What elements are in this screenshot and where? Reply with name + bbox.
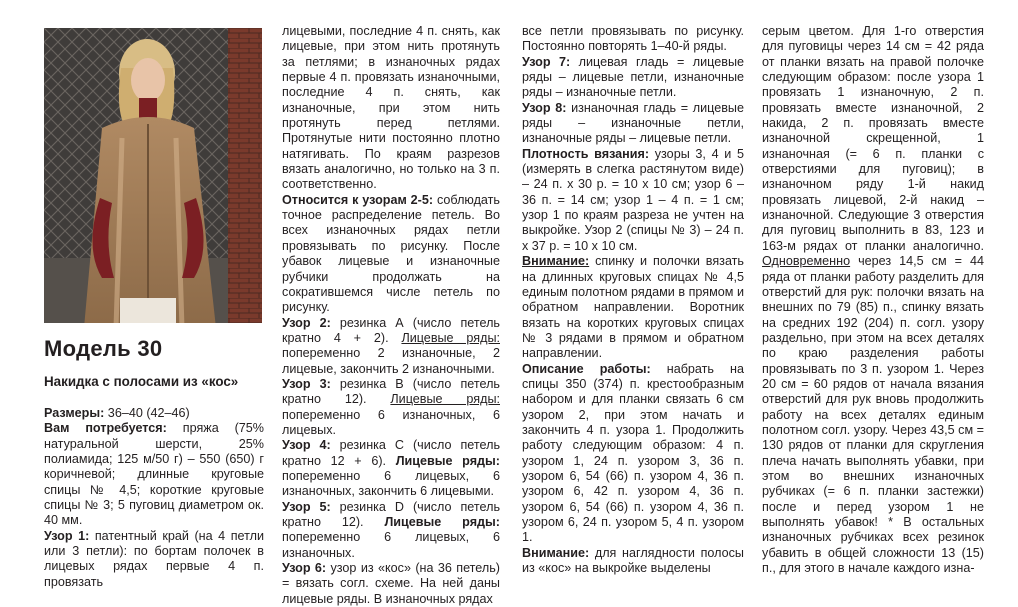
attention-1-text: спинку и полочки вязать на длинных круговых спицах № 4,5 единым полотном рядами в прямом и обратном направлении. Воротник вязать на коротких круговых спицах № 3 рядами в прямом и обратном направлении. (522, 254, 744, 361)
sizes-text: 36–40 (42–46) (104, 406, 190, 420)
attention-1-label: Внимание: (522, 254, 590, 269)
sizes-label: Размеры: (44, 406, 105, 420)
pattern-7-paragraph (522, 55, 744, 101)
pattern-2-label: Узор 2: (282, 315, 331, 330)
column-4 (762, 24, 984, 576)
pattern-4-label: Узор 4: (282, 438, 331, 453)
description-text: набрать на спицы 350 (374) п. крестообразным набором и для планки связать 6 см узором 2, при этом начать и закончить 4 п. узора 1. Продолжить работу следующим образом: 4 п. узором 1, 24 п. узором 3, 36 п. узором 6, 54 (66) п. узором 4, 36 п. узором 6, 42 п. узором 4, 36 п. узором 6, 54 (66) п. узором 4, 36 п. узором 6, 24 п. узором 5, 4 п. узором 1. (522, 361, 744, 545)
pattern-3-text-b: попеременно 6 изнаночных, 6 лицевых. (282, 407, 500, 437)
description-label: Описание работы: (522, 361, 651, 376)
pattern-3-paragraph (282, 377, 500, 438)
pattern-6-label: Узор 6: (282, 561, 327, 576)
col3-intro: все петли провязывать по рисунку. Постоянно повторять 1–40-й ряды. (522, 24, 744, 54)
pattern-4-paragraph (282, 438, 500, 499)
pattern-5-label: Узор 5: (282, 499, 331, 514)
attention-2-paragraph (522, 546, 744, 577)
pattern-5-paragraph (282, 500, 500, 561)
pattern-5-text-a: резинка D (число петель кратно 12). (282, 499, 500, 529)
pattern-4-bold: Лицевые ряды: (395, 453, 500, 468)
pattern-2-paragraph (282, 316, 500, 377)
pattern-3-label: Узор 3: (282, 376, 331, 391)
pattern-1-text: патентный край (на 4 петли или 3 петли): по бортам полочек в лицевых рядах первые 4 п. провязать (44, 528, 264, 589)
pattern-3-underlined: Лицевые ряды: (390, 392, 500, 407)
relates-label: Относится к узорам 2-5: (282, 192, 434, 207)
pattern-8-text: изнаночная гладь = лицевые ряды – изнаночные петли, изнаночные ряды – лицевые петли. (522, 100, 744, 146)
column-1 (44, 406, 264, 590)
materials-text: пряжа (75% натуральной шерсти, 25% полиамида; 125 м/50 г) – 550 (650) г коричневой; длинные круговые спицы № 4,5; короткие круговые спицы № 3; 5 пуговиц диаметром ок. 40 мм. (44, 421, 265, 528)
pattern-8-paragraph (522, 101, 744, 147)
relates-text: соблюдать точное распределение петель. Во всех изнаночных рядах петли провязывать по рисунку. После убавок лицевые и изнаночные рубчики продолжать на сократившемся числе петель по рисунку. (282, 192, 500, 315)
pattern-5-text-b: попеременно 6 лицевых, 6 изнаночных. (282, 530, 500, 560)
col4-underlined: Одновременно (762, 254, 851, 269)
relates-paragraph (282, 193, 500, 316)
attention-2-text: для наглядности полосы из «кос» на выкройке выделены (522, 545, 744, 576)
pattern-2-text-a: резинка А (число петель кратно 4 + 2). (282, 315, 500, 345)
column-2 (282, 24, 500, 607)
sizes-paragraph (44, 406, 264, 421)
pattern-2-text-b: попеременно 2 изнаночные, 2 лицевые, закончить 2 изнаночными. (282, 346, 500, 376)
pattern-3-text-a: резинка B (число петель кратно 12). (282, 376, 500, 407)
pattern-6-text: узор из «кос» (на 36 петель) = вязать согл. схеме. На ней даны лицевые ряды. В изнаночных рядах (282, 561, 500, 606)
pattern-1-paragraph (44, 529, 264, 590)
attention-1-paragraph (522, 254, 744, 361)
materials-label: Вам потребуется: (44, 421, 167, 436)
model-photo (44, 28, 262, 323)
knitted-cape-photo (44, 28, 262, 323)
pattern-7-label: Узор 7: (522, 54, 571, 69)
col4-text-b: через 14,5 см = 44 ряда от планки работу разделить для отверстий для рук: полочки вязать на внешних по 79 (85) п., спинку вязать на средних 192 (204) п. согл. узору раздельно, при этом на всех деталях по краю разделения работы провязывать по 3 п. узором 1. Через 20 см = 60 рядов от начала вязания отверстий для рук вновь продолжить работу на всех деталях единым полотном согл. узору. Через 43,5 см = 130 рядов от планки для скругления плеча начать выполнять убавки, при этом во внешних изнаночных рубчиках (= 6 п. планки застежки) после и перед узором 1 не выполнять убавок! * В остальных изнаночных рубчиках всех резинок убавить в общей сложности 13 (15) п., для этого в начале каждого изна- (762, 254, 984, 576)
density-text: узоры 3, 4 и 5 (измерять в слегка растянутом виде) – 24 п. х 30 р. = 10 х 10 см; узор 6 – 36 п. = 14 см; узор 1 – 4 п. = 1 см; узор 1 по краям разреза не учтен на выкройке. Узор 2 (спицы № 3) – 24 п. х 37 р. = 10 х 10 см. (522, 146, 744, 253)
pattern-5-bold: Лицевые ряды: (384, 515, 500, 529)
pattern-1-label: Узор 1: (44, 528, 90, 543)
pattern-8-label: Узор 8: (522, 100, 567, 115)
col4-text-a: серым цветом. Для 1-го отверстия для пуговицы через 14 см = 42 ряда от планки вязать на правой полочке следующим образом: после узора 1 провязать 1 изнаночную, 2 п. провязать вместе изнаночной, 2 накида, 2 п. провязать вместе изнаночной скрещенной, 1 изнаночная (= 6 п. планки с отверстиями для пуговиц); в изнаночном ряду 1-й накид провязать лицевой, 2-й накид – изнаночной. Следующие 3 отверстия для пуговиц выполнить в 83, 123 и 163-м рядах от планки аналогично. (762, 24, 984, 253)
attention-2-label: Внимание: (522, 545, 590, 560)
pattern-6-paragraph (282, 561, 500, 607)
model-title: Модель 30 (44, 336, 163, 361)
density-label: Плотность вязания: (522, 146, 650, 161)
pattern-7-text: лицевая гладь = лицевые ряды – лицевые петли, изнаночные ряды – изнаночные петли. (522, 54, 744, 100)
column-3 (522, 24, 744, 576)
pattern-2-underlined: Лицевые ряды: (401, 330, 500, 345)
density-paragraph (522, 147, 744, 254)
description-paragraph (522, 362, 744, 546)
model-subtitle: Накидка с полосами из «кос» (44, 374, 239, 389)
pattern-4-text-a: резинка С (число петель кратно 12 + 6). (282, 438, 500, 468)
col4-paragraph (762, 24, 984, 576)
intro-paragraph: лицевыми, последние 4 п. снять, как лицевые, при этом нить протянуть за петлями; в изнаночных рядах первые 4 п. провязать изнаночными, последние 4 п. снять, как изнаночные, при этом нить протянуть перед петлями. Протянутые нити постоянно плотно натягивать. По краям разрезов вязать аналогично, но только на 3 п. соответственно. (282, 24, 500, 192)
pattern-4-text-b: попеременно 6 лицевых, 6 изнаночных, закончить 6 лицевыми. (282, 468, 500, 499)
materials-paragraph (44, 421, 264, 528)
